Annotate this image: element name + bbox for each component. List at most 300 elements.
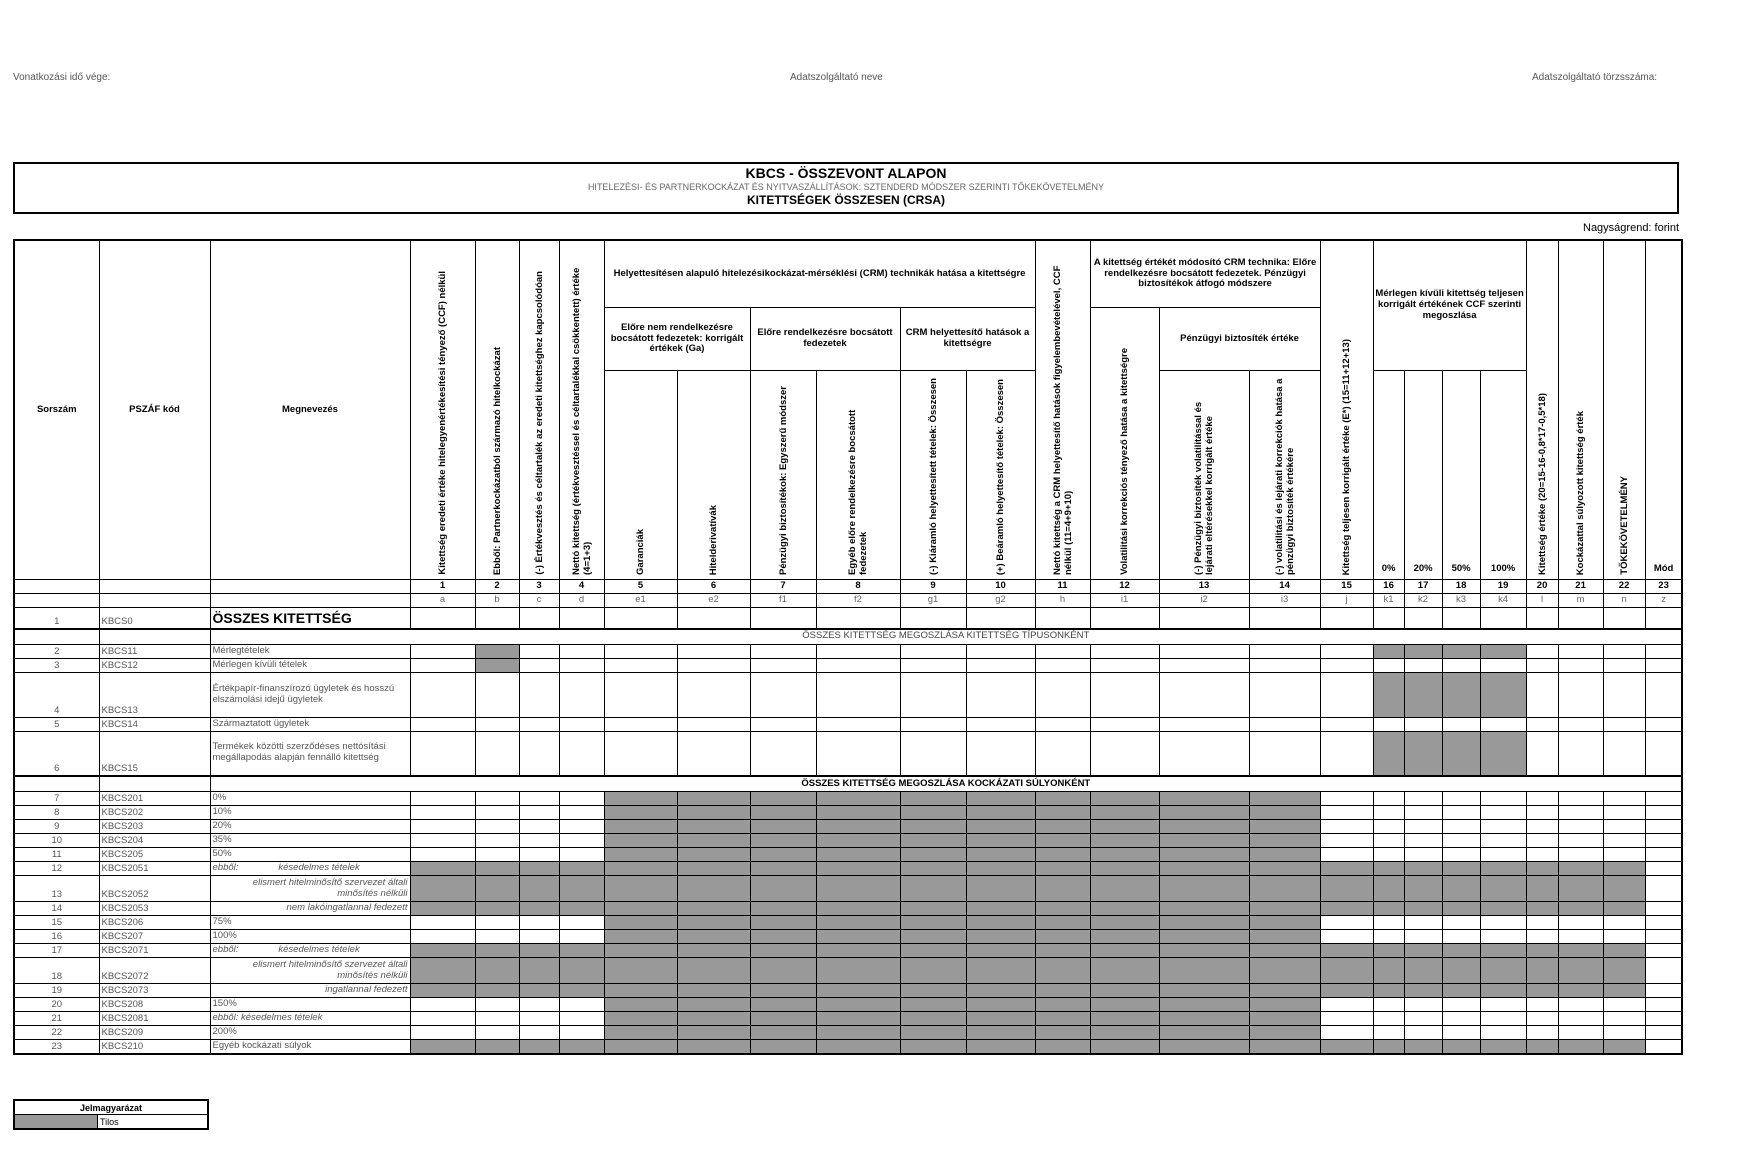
data-cell[interactable] <box>410 1026 475 1040</box>
data-cell[interactable] <box>410 717 475 731</box>
data-cell[interactable] <box>1558 1026 1603 1040</box>
data-cell[interactable] <box>1558 608 1603 629</box>
header-crm-b: Előre rendelkezésre bocsátott fedezetek <box>750 308 900 371</box>
data-cell[interactable] <box>1442 658 1480 672</box>
data-cell[interactable] <box>1558 792 1603 806</box>
data-cell <box>900 958 966 984</box>
data-cell[interactable] <box>1035 644 1090 658</box>
data-cell[interactable] <box>1645 984 1682 998</box>
row-number: 15 <box>14 916 99 930</box>
data-cell[interactable] <box>750 644 816 658</box>
column-number: 21 <box>1558 580 1603 594</box>
data-cell[interactable] <box>1159 731 1249 776</box>
data-cell[interactable] <box>1526 1012 1558 1026</box>
data-cell[interactable] <box>1558 1012 1603 1026</box>
data-cell[interactable] <box>410 806 475 820</box>
data-cell[interactable] <box>1404 717 1442 731</box>
data-cell[interactable] <box>1603 834 1645 848</box>
data-cell[interactable] <box>475 792 519 806</box>
data-cell[interactable] <box>1526 658 1558 672</box>
data-cell[interactable] <box>1404 658 1442 672</box>
data-cell[interactable] <box>1442 806 1480 820</box>
data-cell[interactable] <box>816 608 900 629</box>
data-cell[interactable] <box>410 672 475 717</box>
data-cell[interactable] <box>519 644 559 658</box>
data-cell[interactable] <box>475 672 519 717</box>
data-cell[interactable] <box>1442 916 1480 930</box>
data-cell[interactable] <box>1404 1026 1442 1040</box>
data-cell[interactable] <box>1603 658 1645 672</box>
data-cell[interactable] <box>410 658 475 672</box>
data-cell[interactable] <box>1373 658 1404 672</box>
data-cell[interactable] <box>1645 1040 1682 1055</box>
data-cell[interactable] <box>1558 916 1603 930</box>
data-cell[interactable] <box>816 658 900 672</box>
data-cell[interactable] <box>475 930 519 944</box>
data-cell[interactable] <box>1249 608 1320 629</box>
data-cell[interactable] <box>1373 717 1404 731</box>
data-cell[interactable] <box>1373 916 1404 930</box>
data-cell[interactable] <box>1603 717 1645 731</box>
data-cell[interactable] <box>1320 916 1373 930</box>
data-cell[interactable] <box>1442 608 1480 629</box>
data-cell[interactable] <box>1249 717 1320 731</box>
data-cell[interactable] <box>1249 644 1320 658</box>
data-cell[interactable] <box>604 731 677 776</box>
crsa-table <box>13 239 1683 1055</box>
data-cell[interactable] <box>475 1012 519 1026</box>
data-cell[interactable] <box>519 1026 559 1040</box>
data-cell[interactable] <box>1159 658 1249 672</box>
data-cell[interactable] <box>1558 717 1603 731</box>
data-cell[interactable] <box>1090 717 1159 731</box>
data-cell[interactable] <box>1645 672 1682 717</box>
data-cell <box>900 944 966 958</box>
data-cell[interactable] <box>1558 658 1603 672</box>
data-cell[interactable] <box>559 848 604 862</box>
row-code: KBCS207 <box>99 930 210 944</box>
data-cell[interactable] <box>1603 848 1645 862</box>
data-cell <box>1480 731 1526 776</box>
data-cell[interactable] <box>1645 930 1682 944</box>
data-cell[interactable] <box>1603 998 1645 1012</box>
data-cell[interactable] <box>1558 731 1603 776</box>
data-cell[interactable] <box>1645 820 1682 834</box>
data-cell[interactable] <box>1320 717 1373 731</box>
data-cell[interactable] <box>559 806 604 820</box>
data-cell[interactable] <box>816 717 900 731</box>
data-cell[interactable] <box>1480 848 1526 862</box>
data-cell <box>1320 1040 1373 1055</box>
data-cell[interactable] <box>677 608 750 629</box>
data-cell[interactable] <box>1558 820 1603 834</box>
data-cell[interactable] <box>1035 608 1090 629</box>
data-cell[interactable] <box>1603 806 1645 820</box>
data-cell[interactable] <box>1526 792 1558 806</box>
data-cell[interactable] <box>1442 717 1480 731</box>
data-cell[interactable] <box>519 608 559 629</box>
data-cell[interactable] <box>519 672 559 717</box>
data-cell[interactable] <box>900 644 966 658</box>
data-cell[interactable] <box>475 1026 519 1040</box>
data-cell[interactable] <box>1645 902 1682 916</box>
data-cell[interactable] <box>410 930 475 944</box>
data-cell[interactable] <box>559 731 604 776</box>
data-cell[interactable] <box>1480 834 1526 848</box>
data-cell[interactable] <box>1526 806 1558 820</box>
data-cell[interactable] <box>1558 644 1603 658</box>
data-cell[interactable] <box>1645 717 1682 731</box>
data-cell <box>604 902 677 916</box>
data-cell[interactable] <box>559 1012 604 1026</box>
data-cell[interactable] <box>816 672 900 717</box>
data-cell[interactable] <box>1035 658 1090 672</box>
data-cell[interactable] <box>900 608 966 629</box>
data-cell[interactable] <box>519 848 559 862</box>
data-cell[interactable] <box>1404 820 1442 834</box>
data-cell <box>1526 902 1558 916</box>
data-cell[interactable] <box>1603 644 1645 658</box>
data-cell[interactable] <box>1526 916 1558 930</box>
data-cell <box>816 1026 900 1040</box>
data-cell[interactable] <box>1603 731 1645 776</box>
data-cell[interactable] <box>677 658 750 672</box>
data-cell[interactable] <box>1645 1026 1682 1040</box>
data-cell[interactable] <box>1249 658 1320 672</box>
row-code: KBCS201 <box>99 792 210 806</box>
data-cell[interactable] <box>677 717 750 731</box>
data-cell <box>1090 958 1159 984</box>
data-cell[interactable] <box>519 930 559 944</box>
data-cell[interactable] <box>816 731 900 776</box>
data-cell[interactable] <box>1526 848 1558 862</box>
data-cell[interactable] <box>1558 834 1603 848</box>
data-cell[interactable] <box>750 717 816 731</box>
data-cell[interactable] <box>1320 1012 1373 1026</box>
data-cell[interactable] <box>1603 820 1645 834</box>
data-cell[interactable] <box>1320 834 1373 848</box>
data-cell <box>410 1040 475 1055</box>
data-cell[interactable] <box>1603 672 1645 717</box>
data-cell[interactable] <box>1645 644 1682 658</box>
period-label: Vonatkozási idő vége: <box>13 72 111 83</box>
data-cell[interactable] <box>1645 998 1682 1012</box>
data-cell[interactable] <box>1526 644 1558 658</box>
row-name: ÖSSZES KITETTSÉG <box>210 608 410 629</box>
data-cell[interactable] <box>519 1012 559 1026</box>
data-cell[interactable] <box>475 916 519 930</box>
data-cell[interactable] <box>1480 930 1526 944</box>
data-cell <box>750 1026 816 1040</box>
data-cell[interactable] <box>1373 834 1404 848</box>
data-cell[interactable] <box>677 731 750 776</box>
data-cell[interactable] <box>1603 1012 1645 1026</box>
data-cell[interactable] <box>559 930 604 944</box>
data-cell[interactable] <box>966 644 1035 658</box>
data-cell[interactable] <box>1442 848 1480 862</box>
table-row <box>14 958 1682 984</box>
data-cell[interactable] <box>1404 1012 1442 1026</box>
data-cell[interactable] <box>966 658 1035 672</box>
data-cell <box>816 916 900 930</box>
data-cell[interactable] <box>1373 930 1404 944</box>
data-cell[interactable] <box>519 834 559 848</box>
data-cell <box>750 792 816 806</box>
data-cell[interactable] <box>900 672 966 717</box>
row-number: 10 <box>14 834 99 848</box>
data-cell <box>1558 958 1603 984</box>
data-cell[interactable] <box>410 916 475 930</box>
data-cell[interactable] <box>519 998 559 1012</box>
data-cell[interactable] <box>1442 998 1480 1012</box>
data-cell[interactable] <box>410 608 475 629</box>
data-cell <box>475 902 519 916</box>
data-cell[interactable] <box>1090 731 1159 776</box>
table-row <box>14 1012 1682 1026</box>
data-cell <box>816 944 900 958</box>
data-cell[interactable] <box>1480 792 1526 806</box>
data-cell[interactable] <box>966 608 1035 629</box>
data-cell[interactable] <box>966 717 1035 731</box>
header-col-16: 0% <box>1373 371 1404 580</box>
data-cell[interactable] <box>1320 792 1373 806</box>
data-cell[interactable] <box>1159 672 1249 717</box>
data-cell[interactable] <box>1159 644 1249 658</box>
data-cell[interactable] <box>750 672 816 717</box>
data-cell[interactable] <box>750 658 816 672</box>
data-cell[interactable] <box>1320 644 1373 658</box>
data-cell[interactable] <box>1558 848 1603 862</box>
data-cell[interactable] <box>1480 998 1526 1012</box>
data-cell[interactable] <box>1090 608 1159 629</box>
data-cell[interactable] <box>1320 1026 1373 1040</box>
data-cell[interactable] <box>1645 658 1682 672</box>
data-cell[interactable] <box>1090 644 1159 658</box>
data-cell[interactable] <box>1404 848 1442 862</box>
data-cell[interactable] <box>559 998 604 1012</box>
data-cell[interactable] <box>1373 806 1404 820</box>
data-cell[interactable] <box>1404 930 1442 944</box>
data-cell[interactable] <box>1526 998 1558 1012</box>
data-cell[interactable] <box>1249 731 1320 776</box>
data-cell[interactable] <box>1603 792 1645 806</box>
data-cell[interactable] <box>1320 658 1373 672</box>
data-cell[interactable] <box>1090 658 1159 672</box>
data-cell[interactable] <box>475 834 519 848</box>
data-cell[interactable] <box>1526 1026 1558 1040</box>
data-cell[interactable] <box>1480 1012 1526 1026</box>
data-cell[interactable] <box>519 731 559 776</box>
data-cell[interactable] <box>519 916 559 930</box>
data-cell[interactable] <box>1404 792 1442 806</box>
data-cell[interactable] <box>1480 820 1526 834</box>
data-cell[interactable] <box>1603 916 1645 930</box>
data-cell[interactable] <box>1320 608 1373 629</box>
data-cell[interactable] <box>1645 876 1682 902</box>
data-cell[interactable] <box>559 644 604 658</box>
data-cell <box>1526 876 1558 902</box>
data-cell[interactable] <box>1404 998 1442 1012</box>
data-cell[interactable] <box>1442 930 1480 944</box>
data-cell[interactable] <box>519 806 559 820</box>
data-cell[interactable] <box>1603 608 1645 629</box>
data-cell[interactable] <box>1320 820 1373 834</box>
data-cell[interactable] <box>475 998 519 1012</box>
data-cell[interactable] <box>1526 930 1558 944</box>
header-col-11: Nettó kitettség a CRM helyettesítő hatások figyelembevételével, CCF nélkül (11=4+9+10) <box>1035 240 1090 580</box>
data-cell[interactable] <box>519 658 559 672</box>
data-cell[interactable] <box>1373 792 1404 806</box>
data-cell[interactable] <box>1442 1026 1480 1040</box>
data-cell[interactable] <box>1603 930 1645 944</box>
table-row <box>14 792 1682 806</box>
row-number: 13 <box>14 876 99 902</box>
data-cell[interactable] <box>410 731 475 776</box>
data-cell <box>750 930 816 944</box>
data-cell <box>519 958 559 984</box>
data-cell[interactable] <box>410 848 475 862</box>
data-cell[interactable] <box>1159 608 1249 629</box>
data-cell[interactable] <box>1558 930 1603 944</box>
data-cell[interactable] <box>1480 717 1526 731</box>
data-cell[interactable] <box>1480 1026 1526 1040</box>
data-cell[interactable] <box>604 644 677 658</box>
data-cell[interactable] <box>604 672 677 717</box>
data-cell[interactable] <box>966 672 1035 717</box>
data-cell[interactable] <box>559 672 604 717</box>
data-cell[interactable] <box>519 717 559 731</box>
data-cell[interactable] <box>1442 834 1480 848</box>
data-cell[interactable] <box>816 644 900 658</box>
data-cell[interactable] <box>410 1012 475 1026</box>
column-letter: g1 <box>900 594 966 608</box>
data-cell[interactable] <box>559 658 604 672</box>
data-cell[interactable] <box>604 608 677 629</box>
data-cell[interactable] <box>1373 998 1404 1012</box>
data-cell[interactable] <box>1090 672 1159 717</box>
data-cell[interactable] <box>1320 930 1373 944</box>
data-cell[interactable] <box>559 608 604 629</box>
data-cell[interactable] <box>519 792 559 806</box>
data-cell[interactable] <box>1480 916 1526 930</box>
data-cell[interactable] <box>677 644 750 658</box>
data-cell[interactable] <box>900 717 966 731</box>
data-cell[interactable] <box>559 717 604 731</box>
data-cell[interactable] <box>1526 672 1558 717</box>
data-cell[interactable] <box>1320 998 1373 1012</box>
data-cell[interactable] <box>410 820 475 834</box>
data-cell[interactable] <box>1645 731 1682 776</box>
data-cell[interactable] <box>1320 848 1373 862</box>
data-cell[interactable] <box>1480 608 1526 629</box>
data-cell[interactable] <box>1645 916 1682 930</box>
data-cell[interactable] <box>559 820 604 834</box>
data-cell[interactable] <box>750 731 816 776</box>
data-cell[interactable] <box>1480 658 1526 672</box>
data-cell[interactable] <box>1526 717 1558 731</box>
data-cell[interactable] <box>604 658 677 672</box>
data-cell[interactable] <box>1526 731 1558 776</box>
data-cell[interactable] <box>1645 862 1682 876</box>
data-cell[interactable] <box>410 998 475 1012</box>
data-cell[interactable] <box>900 658 966 672</box>
data-cell[interactable] <box>1558 806 1603 820</box>
data-cell[interactable] <box>900 731 966 776</box>
data-cell[interactable] <box>1373 820 1404 834</box>
data-cell[interactable] <box>1442 1012 1480 1026</box>
data-cell[interactable] <box>1404 806 1442 820</box>
data-cell[interactable] <box>1373 608 1404 629</box>
data-cell[interactable] <box>1373 1012 1404 1026</box>
data-cell[interactable] <box>1526 820 1558 834</box>
data-cell[interactable] <box>475 848 519 862</box>
data-cell[interactable] <box>966 731 1035 776</box>
data-cell[interactable] <box>750 608 816 629</box>
data-cell[interactable] <box>1645 608 1682 629</box>
data-cell[interactable] <box>1373 848 1404 862</box>
data-cell[interactable] <box>677 672 750 717</box>
data-cell[interactable] <box>1404 916 1442 930</box>
data-cell[interactable] <box>1404 834 1442 848</box>
data-cell[interactable] <box>1320 806 1373 820</box>
data-cell[interactable] <box>1035 731 1090 776</box>
data-cell[interactable] <box>1645 848 1682 862</box>
data-cell[interactable] <box>410 644 475 658</box>
data-cell[interactable] <box>1320 731 1373 776</box>
data-cell[interactable] <box>410 792 475 806</box>
table-row <box>14 1026 1682 1040</box>
data-cell[interactable] <box>1558 998 1603 1012</box>
data-cell <box>1249 820 1320 834</box>
data-cell[interactable] <box>1159 717 1249 731</box>
data-cell[interactable] <box>1035 717 1090 731</box>
provider-id-label: Adatszolgáltató törzsszáma: <box>1532 72 1658 83</box>
data-cell[interactable] <box>1480 806 1526 820</box>
data-cell[interactable] <box>604 717 677 731</box>
data-cell[interactable] <box>1645 806 1682 820</box>
report-subtitle-2: KITETTSÉGEK ÖSSZESEN (CRSA) <box>746 193 946 207</box>
data-cell[interactable] <box>1645 944 1682 958</box>
data-cell[interactable] <box>1645 834 1682 848</box>
data-cell[interactable] <box>475 608 519 629</box>
data-cell[interactable] <box>475 820 519 834</box>
data-cell[interactable] <box>1373 1026 1404 1040</box>
data-cell[interactable] <box>1526 608 1558 629</box>
data-cell[interactable] <box>475 806 519 820</box>
data-cell[interactable] <box>1645 1012 1682 1026</box>
data-cell[interactable] <box>559 916 604 930</box>
data-cell[interactable] <box>1320 672 1373 717</box>
data-cell[interactable] <box>475 717 519 731</box>
data-cell[interactable] <box>559 834 604 848</box>
data-cell[interactable] <box>1603 1026 1645 1040</box>
data-cell[interactable] <box>1645 792 1682 806</box>
data-cell[interactable] <box>410 834 475 848</box>
data-cell[interactable] <box>1035 672 1090 717</box>
data-cell[interactable] <box>1442 820 1480 834</box>
data-cell[interactable] <box>519 820 559 834</box>
data-cell[interactable] <box>559 792 604 806</box>
data-cell[interactable] <box>1249 672 1320 717</box>
data-cell[interactable] <box>475 731 519 776</box>
data-cell[interactable] <box>1442 792 1480 806</box>
data-cell <box>816 848 900 862</box>
data-cell[interactable] <box>1404 608 1442 629</box>
data-cell[interactable] <box>1558 672 1603 717</box>
data-cell[interactable] <box>1645 958 1682 984</box>
data-cell[interactable] <box>1526 834 1558 848</box>
data-cell[interactable] <box>559 1026 604 1040</box>
